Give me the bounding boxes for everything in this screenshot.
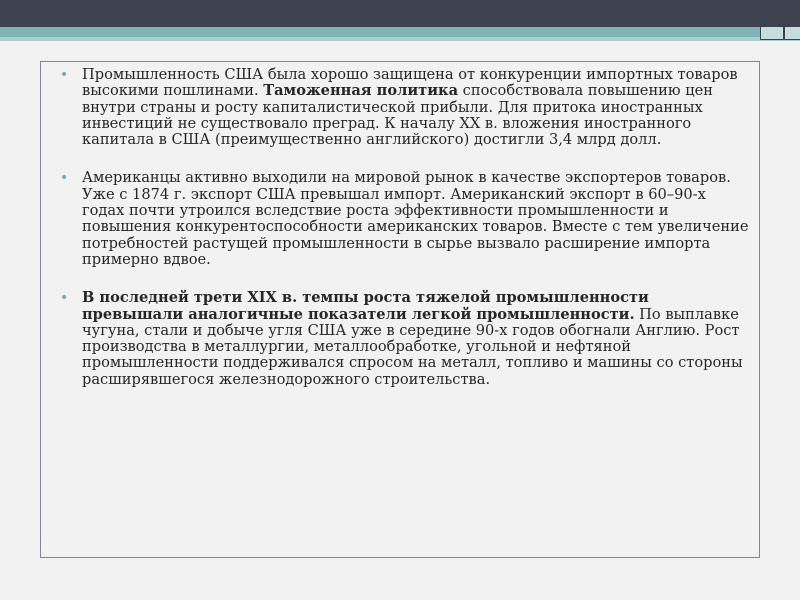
bullet-marker-icon: •: [60, 67, 69, 83]
header-bar: [0, 0, 800, 27]
bullet-text-bold: Таможенная политика: [263, 82, 459, 100]
bullet-text: Промышленность США была хорошо защищена от конкуренции импортных товаров высокими пошлинами.: [82, 66, 738, 100]
bullet-list: [58, 67, 750, 410]
bullet-item: [58, 67, 750, 148]
header-decor-box-left: [760, 26, 784, 40]
bullet-text-bold: В последней трети XIX в. темпы роста тяжелой промышленности превышали аналогичные показатели легкой промышленности.: [82, 289, 649, 323]
bullet-marker-icon: •: [60, 170, 69, 187]
bullet-text: По выплавке чугуна, стали и добыче угля США уже в середине 90-х годов обогнали Англию. Рост производства в металлургии, металлообработке, угольной и нефтяной промышленности поддерживался спросом на металл, топливо и машины со стороны расширявшегося железнодорожного строительства.: [82, 305, 743, 388]
bullet-text: способствовала повышению цен внутри страны и росту капиталистической прибыли. Для притока иностранных инвестиций не существовало преград. К началу XX в. вложения иностранного капитала в США (преимущественно английского) достигли 3,4 млрд долл.: [82, 82, 713, 149]
bullet-text: Американцы активно выходили на мировой рынок в качестве экспортеров товаров. Уже с 1874 г. экспорт США превышал импорт. Американский экспорт в 60–90-х годах почти утроился вследствие роста эффективности промышленности и повышения конкурентоспособности американских товаров. Вместе с тем увеличение потребностей растущей промышленности в сырье вызвало расширение импорта примерно вдвое.: [82, 169, 749, 268]
header-decor-box-right: [784, 26, 800, 40]
bullet-marker-icon: •: [60, 290, 69, 307]
bullet-item: [58, 290, 750, 388]
bullet-item: [58, 170, 750, 268]
header-stripe-accent: [0, 37, 800, 41]
